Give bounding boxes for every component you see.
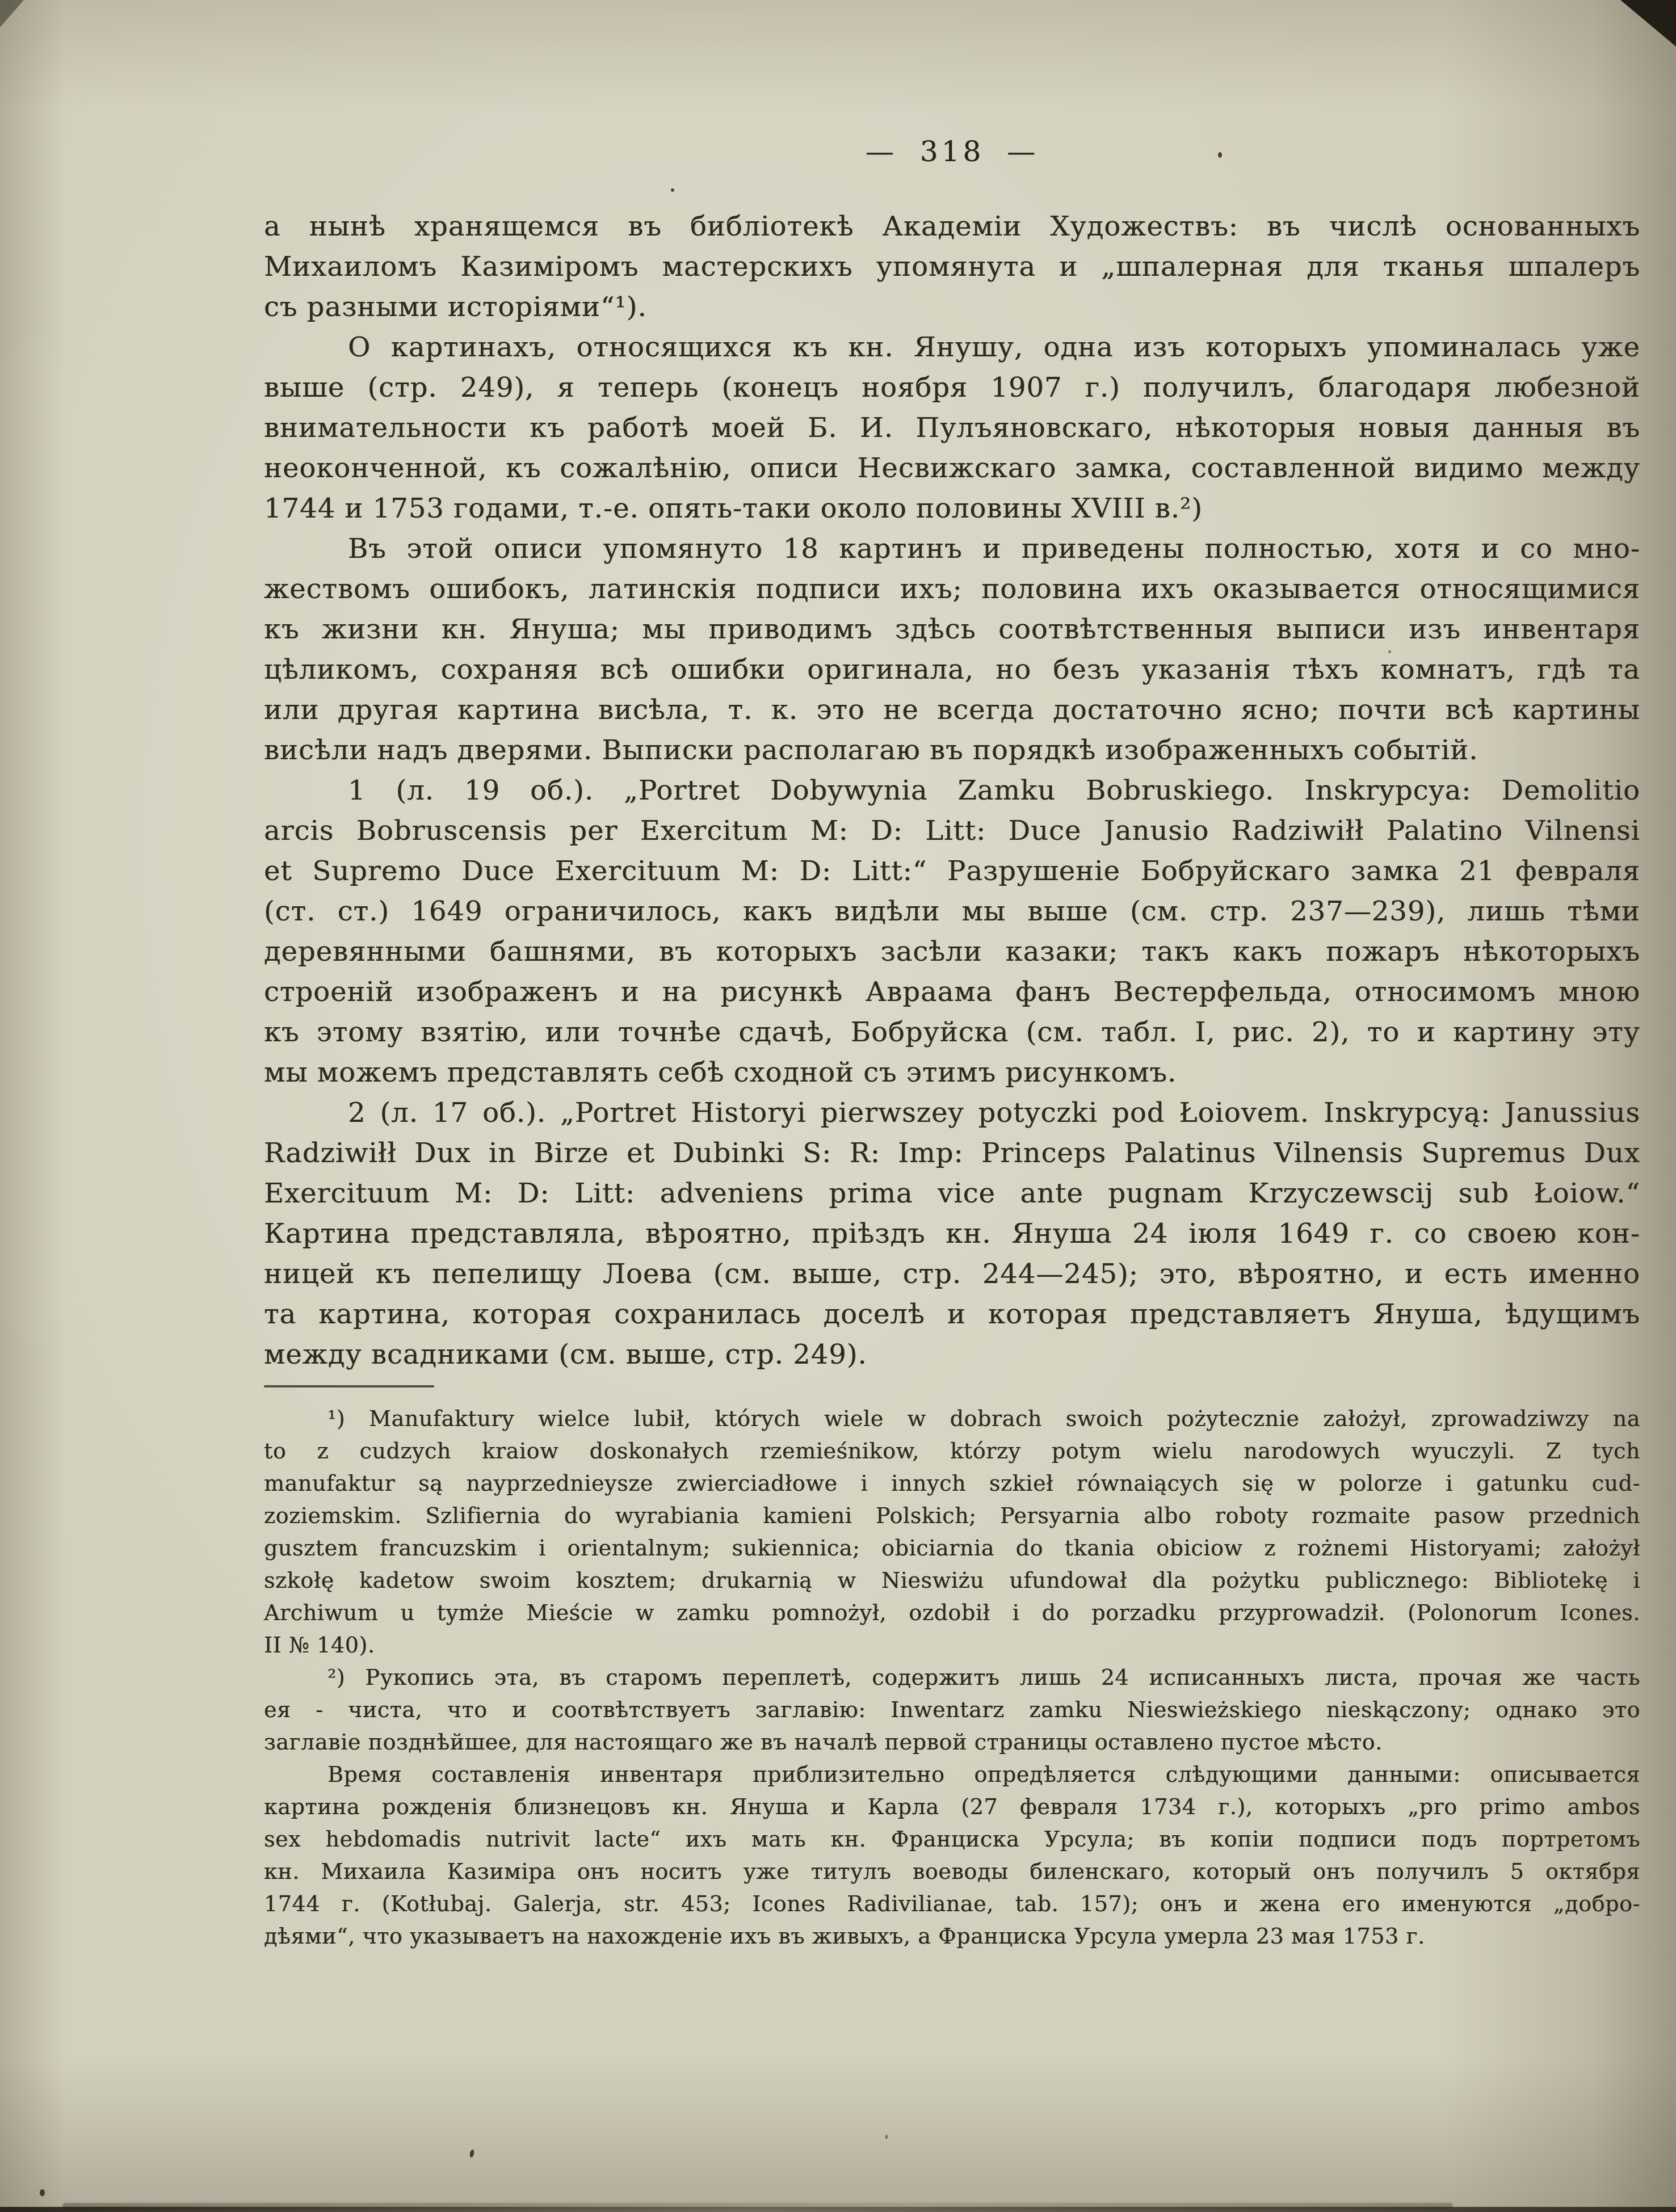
text-line: ²) Рукопись эта, въ старомъ переплетѣ, содержитъ лишь 24 исписанныхъ листа, прочая же часть — [327, 1665, 1640, 1690]
text-line: а нынѣ хранящемся въ библіотекѣ Академіи Художествъ: въ числѣ основанныхъ — [264, 211, 1640, 242]
text-line: Время составленія инвентаря приблизительно опредѣляется слѣдующими данными: описывается — [327, 1762, 1640, 1787]
text-line: 1744 г. (Kotłubaj. Galerja, str. 453; Icones Radivilianae, tab. 157); онъ и жена его именуются „добро- — [264, 1891, 1640, 1916]
text-line: 1744 и 1753 годами, т.-е. опять-таки около половины XVIII в.²) — [264, 493, 1203, 524]
main-text — [264, 207, 1640, 1375]
footnote-separator — [264, 1385, 434, 1387]
text-line: мы можемъ представлять себѣ сходной съ этимъ рисункомъ. — [264, 1057, 1177, 1088]
text-line: картина рожденія близнецовъ кн. Януша и Карла (27 февраля 1734 г.), которыхъ „pro primo ambos — [264, 1794, 1640, 1819]
text-line: заглавіе позднѣйшее, для настоящаго же въ началѣ первой страницы оставлено пустое мѣсто. — [264, 1730, 1383, 1755]
text-line: Archiwum u tymże Mieście w zamku pomnożył, ozdobił i do porzadku przyprowadził. (Polonorum Icones. — [264, 1600, 1640, 1625]
text-line: szkołę kadetow swoim kosztem; drukarnią w Nieswiżu ufundował dla pożytku publicznego: Bibliotekę i — [264, 1568, 1640, 1593]
page-number: — 318 — — [865, 135, 1039, 168]
text-line: выше (стр. 249), я теперь (конецъ ноября 1907 г.) получилъ, благодаря любезной — [264, 372, 1640, 403]
paper-speck — [1388, 650, 1391, 653]
text-line: arcis Bobruscensis per Exercitum M: D: Litt: Duce Janusio Radziwiłł Palatino Vilnensi — [264, 815, 1640, 847]
text-line: ницей къ пепелищу Лоева (см. выше, стр. 244—245); это, вѣроятно, и есть именно — [264, 1258, 1640, 1290]
footnotes — [264, 1403, 1640, 1953]
paper-speck — [885, 2135, 888, 2139]
text-line: та картина, которая сохранилась доселѣ и которая представляетъ Януша, ѣдущимъ — [264, 1298, 1640, 1330]
text-line: Въ этой описи упомянуто 18 картинъ и приведены полностью, хотя и со мно- — [348, 533, 1640, 565]
text-line: цѣликомъ, сохраняя всѣ ошибки оригинала, но безъ указанія тѣхъ комнатъ, гдѣ та — [264, 654, 1640, 686]
text-line: О картинахъ, относящихся къ кн. Янушу, одна изъ которыхъ упоминалась уже — [348, 331, 1640, 363]
text-line: кн. Михаила Казиміра онъ носитъ уже титулъ воеводы биленскаго, который онъ получилъ 5 октября — [264, 1859, 1640, 1884]
text-line: sex hebdomadis nutrivit lacte“ ихъ мать кн. Франциска Урсула; въ копіи подписи подъ портретомъ — [264, 1827, 1640, 1852]
text-line: gusztem francuzskim i orientalnym; sukiennica; obiciarnia do tkania obiciow z rożnemi Historyami; założył — [264, 1536, 1640, 1561]
text-line: manufaktur są nayprzednieysze zwierciadłowe i innych szkieł równaiących się w polorze i gatunku cud- — [264, 1471, 1640, 1496]
text-line: жествомъ ошибокъ, латинскія подписи ихъ; половина ихъ оказывается относящимися — [264, 573, 1640, 605]
scan-shadow-top-left — [0, 0, 24, 27]
text-line: Картина представляла, вѣроятно, пріѣздъ кн. Януша 24 іюля 1649 г. со своею кон- — [264, 1218, 1640, 1250]
text-line: ¹) Manufaktury wielce lubił, których wiele w dobrach swoich pożytecznie założył, zprowadziwzy na — [327, 1406, 1640, 1431]
text-line: внимательности къ работѣ моей Б. И. Пулъяновскаго, нѣкоторыя новыя данныя въ — [264, 412, 1640, 444]
text-line: Radziwiłł Dux in Birze et Dubinki S: R: Imp: Princeps Palatinus Vilnensis Supremus Dux — [264, 1137, 1640, 1169]
text-line: 2 (л. 17 об.). „Portret Historyi pierwszey potyczki pod Łoiovem. Inskrypcyą: Janussius — [348, 1097, 1640, 1129]
text-line: et Supremo Duce Exercituum M: D: Litt:“ Разрушеніе Бобруйскаго замка 21 февраля — [264, 855, 1640, 887]
text-line: къ жизни кн. Януша; мы приводимъ здѣсь соотвѣтственныя выписи изъ инвентаря — [264, 613, 1640, 645]
text-line: деревянными башнями, въ которыхъ засѣли казаки; такъ какъ пожаръ нѣкоторыхъ — [264, 936, 1640, 968]
paper-speck — [469, 2149, 475, 2158]
text-line: или другая картина висѣла, т. к. это не всегда достаточно ясно; почти всѣ картины — [264, 694, 1640, 726]
text-line: 1 (л. 19 об.). „Portret Dobywynia Zamku Bobruskiego. Inskrypcya: Demolitio — [348, 775, 1640, 806]
scan-shadow-top-right — [1620, 0, 1676, 47]
text-line: ея - чиста, что и соотвѣтствуетъ заглавію: Inwentarz zamku Nieswieżskiego nieskączony; однако это — [264, 1697, 1640, 1722]
text-line: къ этому взятію, или точнѣе сдачѣ, Бобруйска (см. табл. I, рис. 2), то и картину эту — [264, 1016, 1640, 1048]
paper-speck — [40, 2189, 45, 2196]
text-line: (ст. ст.) 1649 ограничилось, какъ видѣли мы выше (см. стр. 237—239), лишь тѣми — [264, 895, 1640, 927]
scan-shadow-bottom-edge — [0, 2207, 1676, 2212]
text-line: Михаиломъ Казиміромъ мастерскихъ упомянута и „шпалерная для тканья шпалеръ — [264, 251, 1640, 283]
text-line: to z cudzych kraiow doskonałych rzemieśnikow, którzy potym wielu narodowych wyuczyli. Z tych — [264, 1439, 1640, 1464]
text-line: между всадниками (см. выше, стр. 249). — [264, 1339, 867, 1370]
text-line: неоконченной, къ сожалѣнію, описи Несвижскаго замка, составленной видимо между — [264, 452, 1640, 484]
text-line: дѣями“, что указываетъ на нахожденіе ихъ въ живыхъ, а Франциска Урсула умерла 23 мая 1753 г. — [264, 1924, 1425, 1949]
paper-speck — [1218, 152, 1222, 158]
text-line: II № 140). — [264, 1633, 375, 1658]
paper-speck — [671, 188, 674, 192]
text-line: Exercituum M: D: Litt: adveniens prima vice ante pugnam Krzyczewscij sub Łoiow.“ — [264, 1178, 1640, 1209]
text-line: съ разными исторіями“¹). — [264, 291, 647, 323]
text-line: висѣли надъ дверями. Выписки располагаю въ порядкѣ изображенныхъ событій. — [264, 734, 1478, 766]
text-line: строеній изображенъ и на рисункѣ Авраама фанъ Вестерфельда, относимомъ мною — [264, 976, 1640, 1008]
text-line: zoziemskim. Szlifiernia do wyrabiania kamieni Polskich; Persyarnia albo roboty rozmaite pasow przednich — [264, 1503, 1640, 1528]
